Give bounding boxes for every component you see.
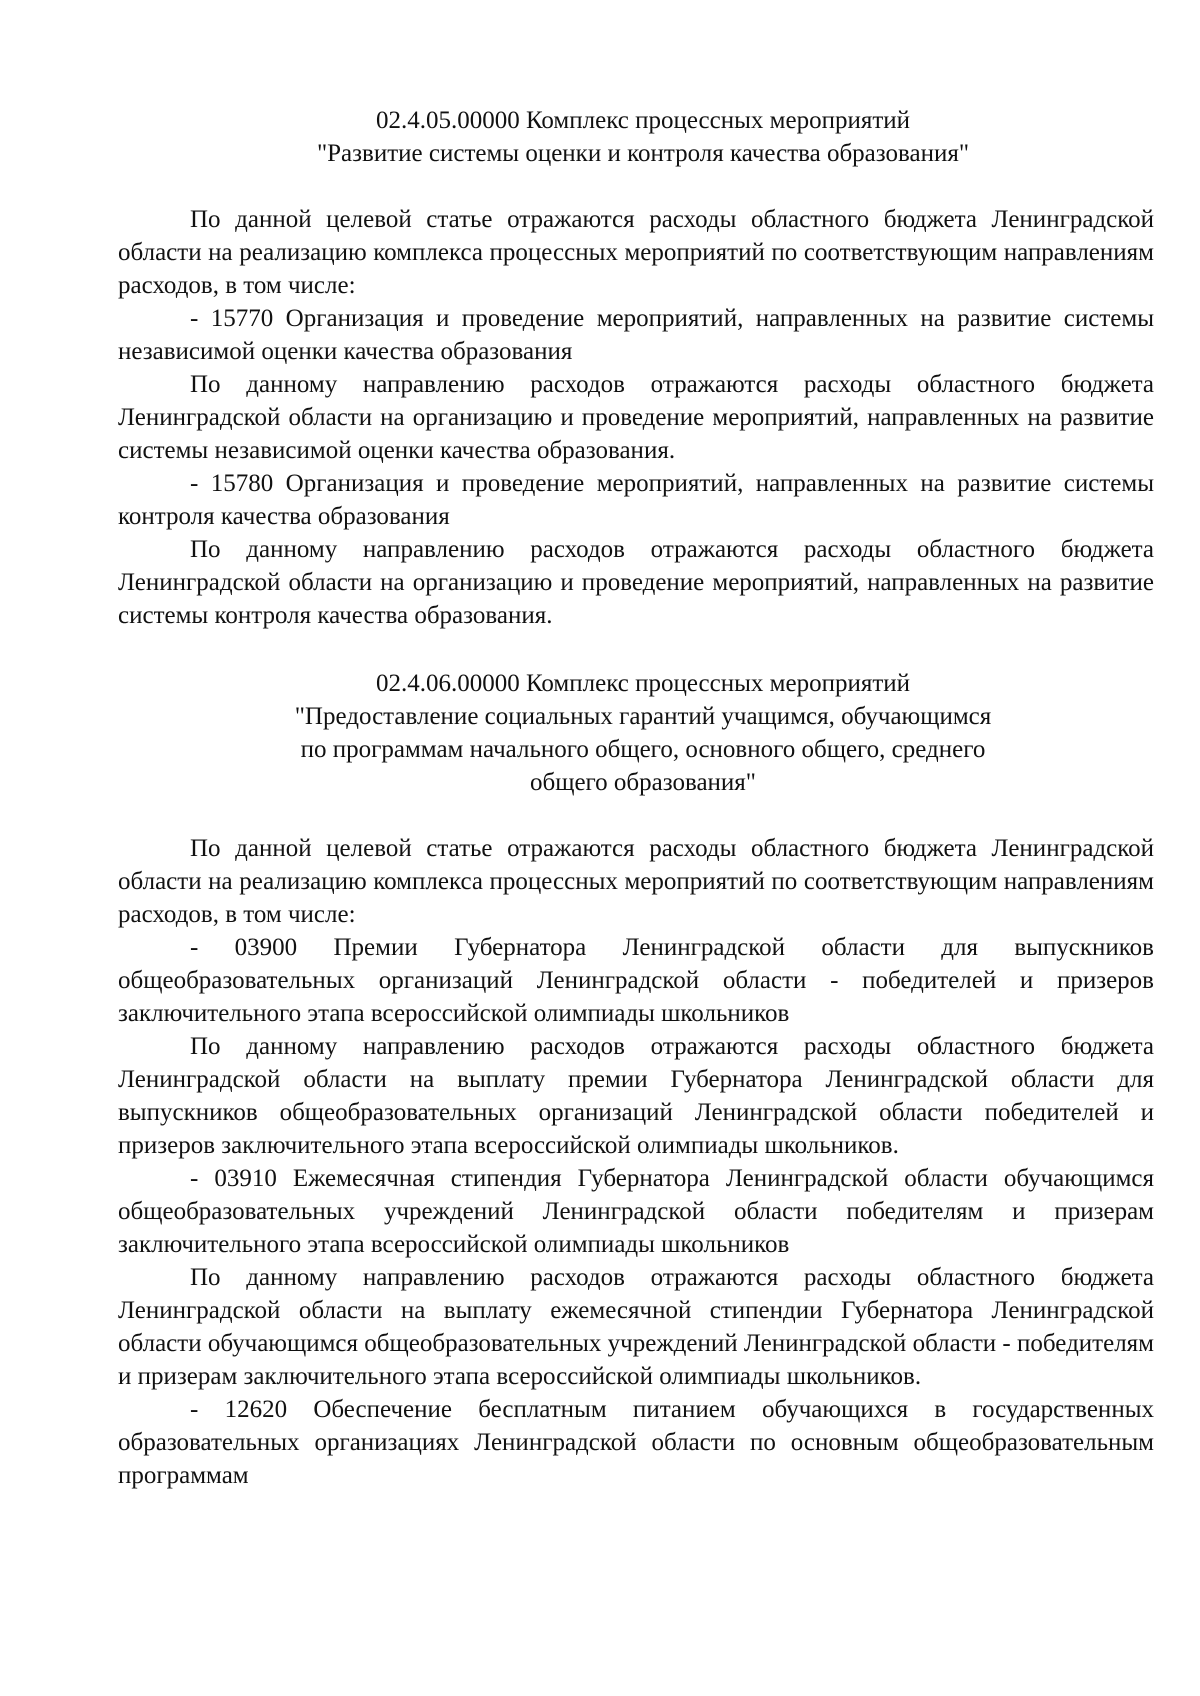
paragraph: По данной целевой статье отражаются расходы областного бюджета Ленинградской области на реализацию комплекса процессных мероприятий по соответствующим направлениям расходов, в том числе: bbox=[118, 835, 1154, 928]
paragraph: По данному направлению расходов отражаются расходы областного бюджета Ленинградской области на выплату ежемесячной стипендии Губернатора Ленинградской области обучающимся общеобразовательных учреждений Ленинградской области - победителям и призерам заключительного этапа всероссийской олимпиады школьников. bbox=[118, 1264, 1154, 1390]
expense-item: - 03910 Ежемесячная стипендия Губернатора Ленинградской области обучающимся общеобразовательных учреждений Ленинградской области победителям и призерам заключительного этапа всероссийской олимпиады школьников bbox=[118, 1165, 1154, 1258]
heading-line: 02.4.06.00000 Комплекс процессных мероприятий bbox=[375, 670, 911, 697]
expense-item: - 15780 Организация и проведение мероприятий, направленных на развитие системы контроля качества образования bbox=[118, 470, 1154, 530]
heading-line: по программам начального общего, основного общего, среднего bbox=[300, 736, 986, 763]
section-body bbox=[118, 832, 1154, 1492]
section-heading bbox=[132, 667, 1154, 799]
document-page bbox=[118, 104, 1154, 1492]
paragraph: По данному направлению расходов отражаются расходы областного бюджета Ленинградской области на организацию и проведение мероприятий, направленных на развитие системы контроля качества образования. bbox=[118, 536, 1154, 629]
section-heading bbox=[132, 104, 1154, 170]
paragraph: По данной целевой статье отражаются расходы областного бюджета Ленинградской области на реализацию комплекса процессных мероприятий по соответствующим направлениям расходов, в том числе: bbox=[118, 206, 1154, 299]
paragraph: По данному направлению расходов отражаются расходы областного бюджета Ленинградской области на организацию и проведение мероприятий, направленных на развитие системы независимой оценки качества образования. bbox=[118, 371, 1154, 464]
heading-line: "Развитие системы оценки и контроля качества образования" bbox=[316, 140, 970, 167]
heading-line: "Предоставление социальных гарантий учащимся, обучающимся bbox=[294, 703, 992, 730]
heading-line: 02.4.05.00000 Комплекс процессных мероприятий bbox=[375, 107, 911, 134]
expense-item: - 12620 Обеспечение бесплатным питанием обучающихся в государственных образовательных организациях Ленинградской области по основным общеобразовательным программам bbox=[118, 1396, 1154, 1489]
expense-item: - 03900 Премии Губернатора Ленинградской области для выпускников общеобразовательных организаций Ленинградской области - победителей и призеров заключительного этапа всероссийской олимпиады школьников bbox=[118, 934, 1154, 1027]
heading-line: общего образования" bbox=[529, 769, 757, 796]
section-body bbox=[118, 203, 1154, 632]
expense-item: - 15770 Организация и проведение мероприятий, направленных на развитие системы независимой оценки качества образования bbox=[118, 305, 1154, 365]
paragraph: По данному направлению расходов отражаются расходы областного бюджета Ленинградской области на выплату премии Губернатора Ленинградской области для выпускников общеобразовательных организаций Ленинградской области победителей и призеров заключительного этапа всероссийской олимпиады школьников. bbox=[118, 1033, 1154, 1159]
